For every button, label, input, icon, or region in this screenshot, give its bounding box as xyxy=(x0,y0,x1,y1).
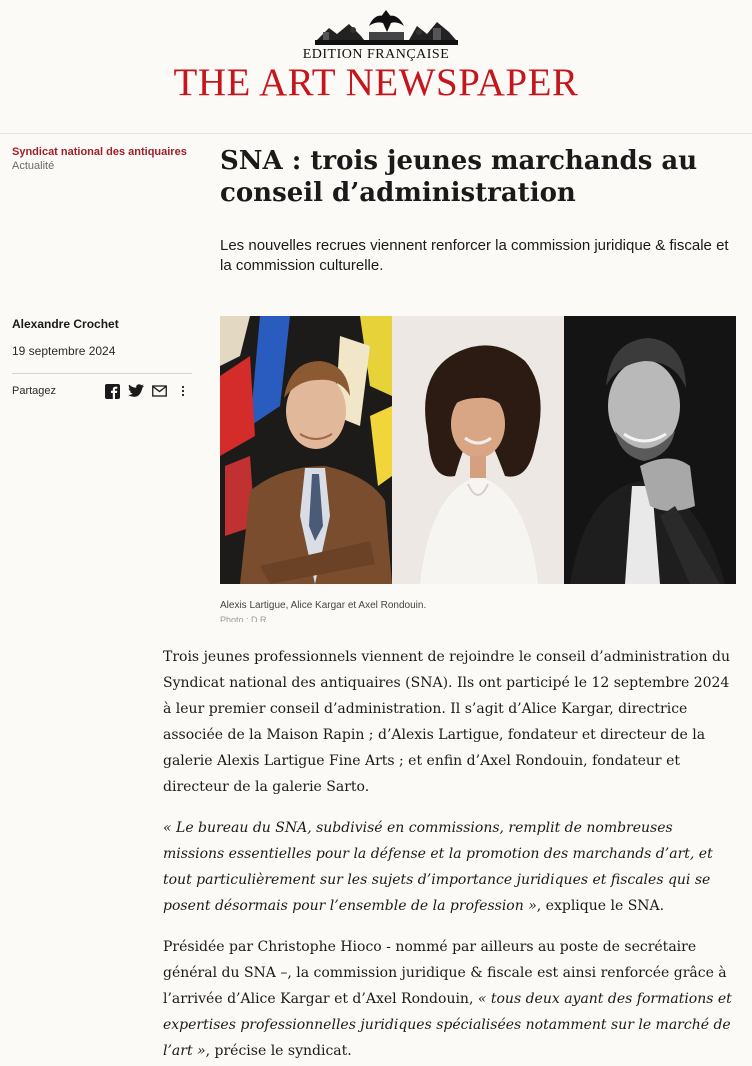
quote-attribution: , explique le SNA. xyxy=(536,898,665,914)
facebook-icon[interactable] xyxy=(105,384,120,399)
section-link[interactable]: Syndicat national des antiquaires xyxy=(12,146,187,158)
paragraph-text: Présidée par Christophe Hioco - nommé par ailleurs au poste de secrétaire général du SNA –, la commission juridique & fiscale est ainsi renforcée grâce à l’arrivée d’Alice Kargar et d’Axel Rondouin, xyxy=(163,939,727,1007)
body-paragraph-3 xyxy=(163,934,738,1064)
masthead xyxy=(0,0,752,110)
share-label: Partagez xyxy=(12,385,57,397)
image-credit: Photo : D.R. xyxy=(220,615,270,622)
twitter-icon[interactable] xyxy=(128,384,144,398)
image-caption: Alexis Lartigue, Alice Kargar et Axel Rondouin. xyxy=(220,600,427,611)
body-paragraph-2 xyxy=(163,815,738,919)
more-icon[interactable] xyxy=(175,385,191,397)
publish-date: 19 septembre 2024 xyxy=(12,344,116,358)
quote-text: « Le bureau du SNA, subdivisé en commissions, remplit de nombreuses missions essentielles pour la défense et la promotion des marchands d’art, et tout particulièrement sur les sujets d’importance juridiques et fiscales qui se posent désormais pour l’ensemble de la profession » xyxy=(163,820,713,914)
share-divider xyxy=(12,373,192,374)
email-icon[interactable] xyxy=(152,385,167,397)
category-label: Actualité xyxy=(12,160,55,172)
quote-attribution: , précise le syndicat. xyxy=(205,1043,352,1059)
edition-label: EDITION FRANÇAISE xyxy=(302,47,450,62)
newspaper-title[interactable]: THE ART NEWSPAPER xyxy=(173,61,579,104)
article-deck: Les nouvelles recrues viennent renforcer la commission juridique & fiscale et la commission culturelle. xyxy=(220,237,729,274)
eagle-crest-logo[interactable] xyxy=(309,8,464,48)
masthead-divider xyxy=(0,133,752,134)
author-name[interactable]: Alexandre Crochet xyxy=(12,317,119,331)
body-paragraph-1: Trois jeunes professionnels viennent de rejoindre le conseil d’administration du Syndicat national des antiquaires (SNA). Ils ont participé le 12 septembre 2024 à leur premier conseil d’administration. Il s’agit d’Alice Kargar, directrice associée de la Maison Rapin ; d’Alexis Lartigue, fondateur et directeur de la galerie Alexis Lartigue Fine Arts ; et enfin d’Axel Rondouin, fondateur et directeur de la galerie Sarto. xyxy=(163,649,730,795)
article-photo[interactable] xyxy=(220,316,736,584)
article-headline: SNA : trois jeunes marchands au conseil d’administration xyxy=(220,146,698,208)
share-buttons xyxy=(105,383,191,399)
quote-text: « tous deux ayant des formations et expertises professionnelles juridiques spécialisées notamment sur le marché de l’art » xyxy=(163,991,732,1059)
